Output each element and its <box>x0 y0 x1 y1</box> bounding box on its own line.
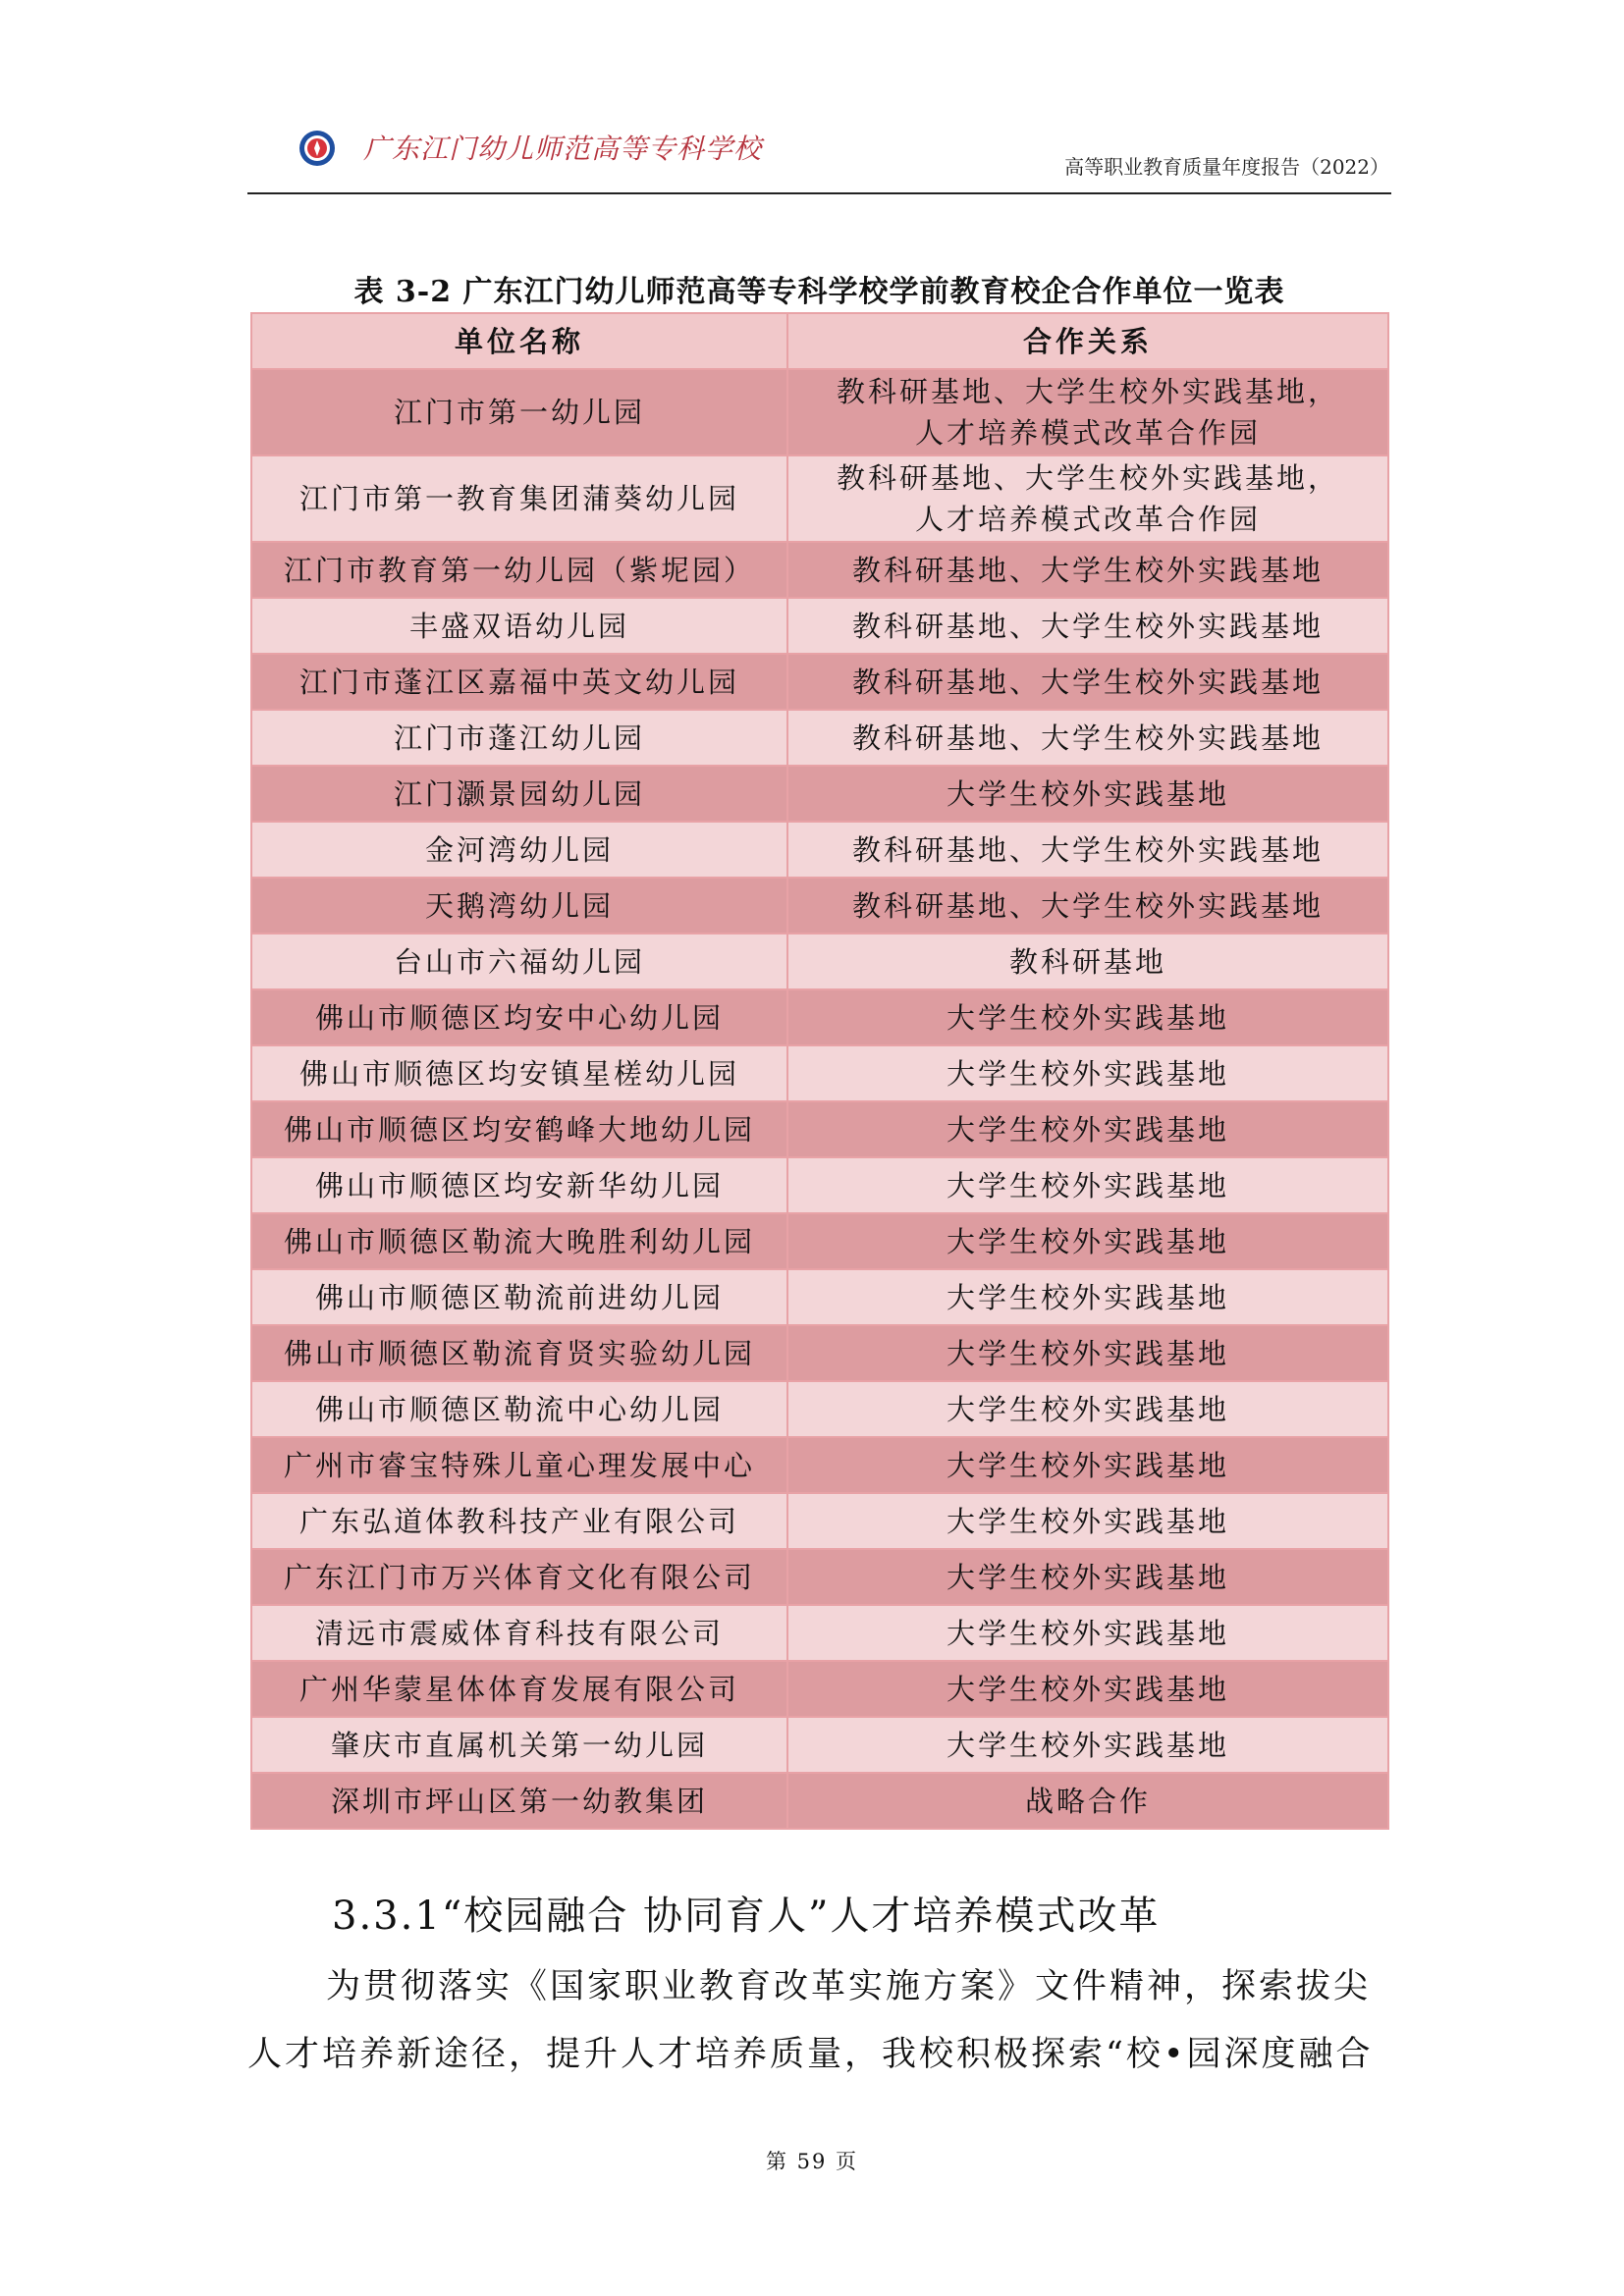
unit-name-cell: 江门市第一幼儿园 <box>251 369 787 455</box>
table-row <box>251 934 1388 989</box>
relation-cell <box>787 1717 1388 1773</box>
table-row <box>251 710 1388 766</box>
unit-name-cell: 佛山市顺德区均安镇星槎幼儿园 <box>251 1045 787 1101</box>
relation-line: 大学生校外实践基地 <box>946 1168 1229 1202</box>
relation-cell <box>787 1045 1388 1101</box>
relation-cell <box>787 1437 1388 1493</box>
relation-line: 教科研基地、大学生校外实践基地 <box>851 721 1324 755</box>
relation-line: 教科研基地、大学生校外实践基地 <box>851 832 1324 867</box>
relation-line: 教科研基地 <box>1008 944 1166 979</box>
relation-line: 教科研基地、大学生校外实践基地 <box>851 553 1324 587</box>
relation-line: 大学生校外实践基地 <box>946 1504 1229 1538</box>
table-row <box>251 369 1388 455</box>
relation-cell <box>787 1101 1388 1157</box>
table-row <box>251 989 1388 1045</box>
unit-name-cell: 深圳市坪山区第一幼教集团 <box>251 1773 787 1829</box>
unit-name-cell: 江门市教育第一幼儿园（紫坭园） <box>251 542 787 598</box>
relation-cell <box>787 1773 1388 1829</box>
relation-line: 人才培养模式改革合作园 <box>914 503 1261 536</box>
page-header <box>247 116 1391 194</box>
relation-line: 大学生校外实践基地 <box>946 1112 1229 1147</box>
table-row <box>251 822 1388 878</box>
table-row <box>251 878 1388 934</box>
unit-name-cell: 江门市第一教育集团蒲葵幼儿园 <box>251 455 787 542</box>
school-emblem-icon <box>298 130 336 167</box>
relation-line: 教科研基地、大学生校外实践基地 <box>851 665 1324 699</box>
relation-cell <box>787 1157 1388 1213</box>
column-header-relation: 合作关系 <box>787 313 1388 369</box>
table-body <box>251 369 1388 1829</box>
relation-line: 大学生校外实践基地 <box>946 1672 1229 1706</box>
relation-line: 大学生校外实践基地 <box>946 1392 1229 1426</box>
unit-name-cell: 佛山市顺德区均安鹤峰大地幼儿园 <box>251 1101 787 1157</box>
relation-cell <box>787 455 1388 542</box>
unit-name-cell: 江门市蓬江幼儿园 <box>251 710 787 766</box>
relation-cell <box>787 598 1388 654</box>
relation-cell <box>787 1661 1388 1717</box>
table-row <box>251 1661 1388 1717</box>
relation-cell <box>787 654 1388 710</box>
table-row <box>251 1549 1388 1605</box>
school-name-logotype: 广东江门幼儿师范高等专科学校 <box>363 133 763 165</box>
relation-line: 教科研基地、大学生校外实践基地 <box>851 888 1324 923</box>
table-row <box>251 1045 1388 1101</box>
relation-line: 教科研基地、大学生校外实践基地， <box>836 461 1339 495</box>
page-number: 第 59 页 <box>765 2150 859 2173</box>
relation-cell <box>787 1493 1388 1549</box>
table-row <box>251 1157 1388 1213</box>
table-row <box>251 455 1388 542</box>
unit-name-cell: 广州市睿宝特殊儿童心理发展中心 <box>251 1437 787 1493</box>
unit-name-cell: 广州华蒙星体体育发展有限公司 <box>251 1661 787 1717</box>
relation-cell <box>787 542 1388 598</box>
unit-name-cell: 佛山市顺德区勒流前进幼儿园 <box>251 1269 787 1325</box>
relation-line: 大学生校外实践基地 <box>946 1000 1229 1035</box>
table-header-row <box>251 313 1388 369</box>
table-row <box>251 1773 1388 1829</box>
relation-cell <box>787 989 1388 1045</box>
table-row <box>251 1325 1388 1381</box>
table-row <box>251 1101 1388 1157</box>
unit-name-cell: 江门灏景园幼儿园 <box>251 766 787 822</box>
unit-name-cell: 清远市震威体育科技有限公司 <box>251 1605 787 1661</box>
unit-name-cell: 丰盛双语幼儿园 <box>251 598 787 654</box>
table-caption: 表 3-2 广东江门幼儿师范高等专科学校学前教育校企合作单位一览表 <box>353 275 1285 309</box>
table-row <box>251 1437 1388 1493</box>
relation-line: 大学生校外实践基地 <box>946 1616 1229 1650</box>
unit-name-cell: 江门市蓬江区嘉福中英文幼儿园 <box>251 654 787 710</box>
relation-line: 人才培养模式改革合作园 <box>914 416 1261 450</box>
table-row <box>251 1605 1388 1661</box>
cooperation-table <box>250 312 1389 1830</box>
unit-name-cell: 佛山市顺德区均安新华幼儿园 <box>251 1157 787 1213</box>
relation-line: 大学生校外实践基地 <box>946 1280 1229 1314</box>
relation-cell <box>787 766 1388 822</box>
relation-line: 大学生校外实践基地 <box>946 1224 1229 1258</box>
table-row <box>251 1213 1388 1269</box>
unit-name-cell: 肇庆市直属机关第一幼儿园 <box>251 1717 787 1773</box>
table-row <box>251 598 1388 654</box>
table-row <box>251 766 1388 822</box>
relation-line: 大学生校外实践基地 <box>946 776 1229 811</box>
table-row <box>251 1269 1388 1325</box>
unit-name-cell: 佛山市顺德区均安中心幼儿园 <box>251 989 787 1045</box>
unit-name-cell: 台山市六福幼儿园 <box>251 934 787 989</box>
relation-line: 大学生校外实践基地 <box>946 1056 1229 1091</box>
unit-name-cell: 金河湾幼儿园 <box>251 822 787 878</box>
unit-name-cell: 佛山市顺德区勒流中心幼儿园 <box>251 1381 787 1437</box>
relation-line: 大学生校外实践基地 <box>946 1560 1229 1594</box>
relation-cell <box>787 710 1388 766</box>
table-row <box>251 1717 1388 1773</box>
relation-cell <box>787 1325 1388 1381</box>
relation-cell <box>787 934 1388 989</box>
relation-line: 战略合作 <box>1024 1784 1151 1818</box>
unit-name-cell: 佛山市顺德区勒流大晚胜利幼儿园 <box>251 1213 787 1269</box>
unit-name-cell: 天鹅湾幼儿园 <box>251 878 787 934</box>
unit-name-cell: 广东弘道体教科技产业有限公司 <box>251 1493 787 1549</box>
relation-cell <box>787 1269 1388 1325</box>
table-row <box>251 542 1388 598</box>
relation-cell <box>787 369 1388 455</box>
unit-name-cell: 佛山市顺德区勒流育贤实验幼儿园 <box>251 1325 787 1381</box>
report-title: 高等职业教育质量年度报告（2022） <box>1064 155 1389 179</box>
relation-cell <box>787 822 1388 878</box>
relation-line: 大学生校外实践基地 <box>946 1448 1229 1482</box>
relation-cell <box>787 1381 1388 1437</box>
relation-line: 大学生校外实践基地 <box>946 1336 1229 1370</box>
body-text-line: 为贯彻落实《国家职业教育改革实施方案》文件精神，探索拔尖 <box>326 1967 1372 2006</box>
relation-cell <box>787 1213 1388 1269</box>
section-heading: 3.3.1“校园融合 协同育人”人才培养模式改革 <box>332 1894 1161 1939</box>
unit-name-cell: 广东江门市万兴体育文化有限公司 <box>251 1549 787 1605</box>
relation-cell <box>787 1605 1388 1661</box>
column-header-unit-name: 单位名称 <box>251 313 787 369</box>
table-row <box>251 1381 1388 1437</box>
relation-cell <box>787 878 1388 934</box>
relation-line: 大学生校外实践基地 <box>946 1728 1229 1762</box>
table-row <box>251 654 1388 710</box>
relation-line: 教科研基地、大学生校外实践基地， <box>836 375 1339 408</box>
relation-line: 教科研基地、大学生校外实践基地 <box>851 609 1324 643</box>
body-text-line: 人才培养新途径，提升人才培养质量，我校积极探索“校•园深度融合 <box>247 2035 1374 2074</box>
table-row <box>251 1493 1388 1549</box>
relation-cell <box>787 1549 1388 1605</box>
